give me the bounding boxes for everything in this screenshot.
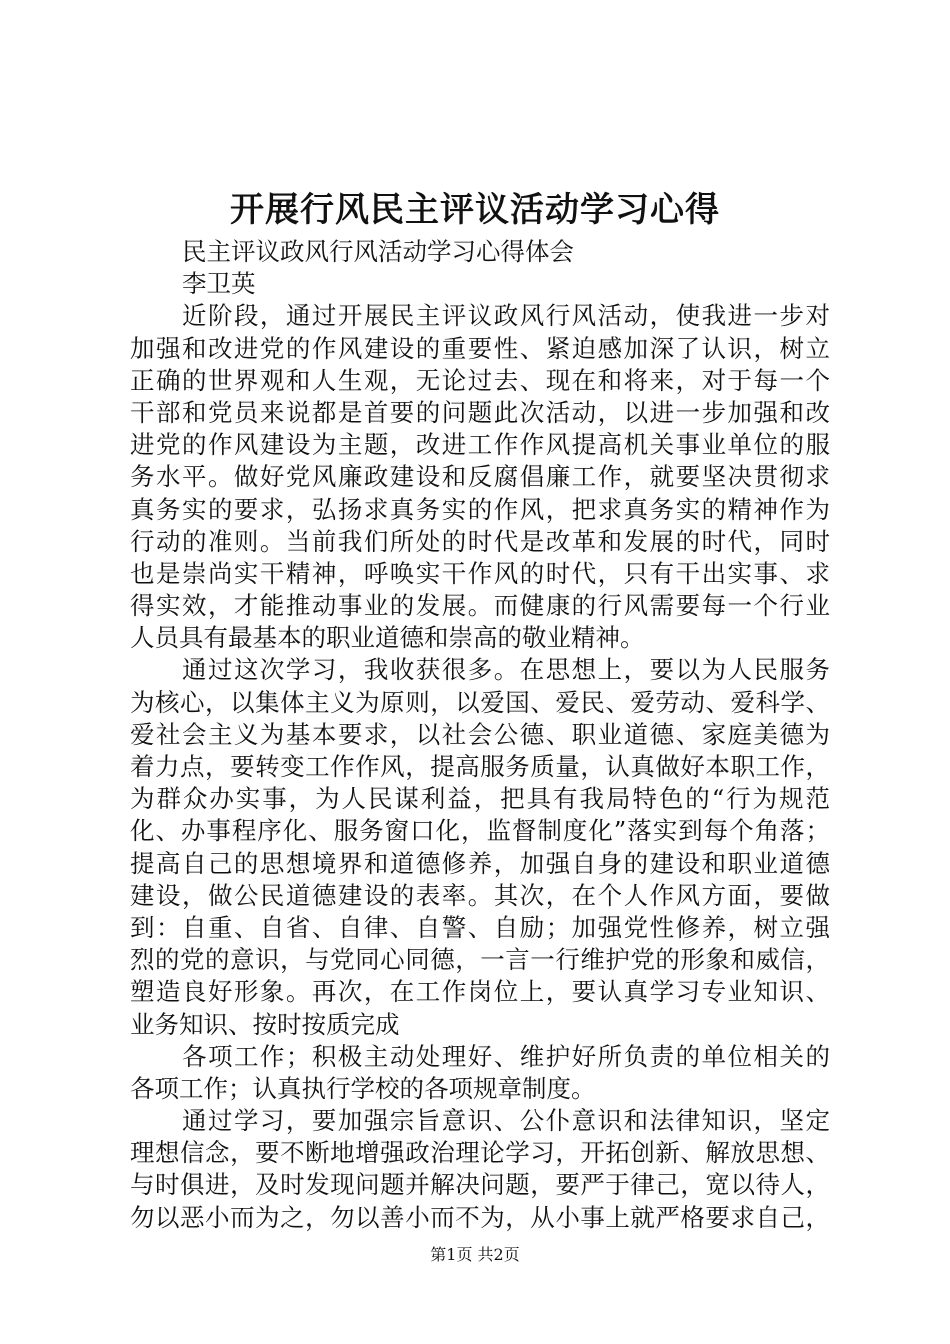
text-line: 李卫英	[182, 269, 256, 299]
text-line: 着力点，要转变工作作风，提高服务质量，认真做好本职工作，	[130, 752, 830, 781]
text-line: 人员具有最基本的职业道德和崇高的敬业精神。	[130, 623, 645, 653]
text-line: 提高自己的思想境界和道德修养，加强自身的建设和职业道德	[130, 848, 830, 878]
page-footer: 第1页 共2页	[430, 1245, 520, 1264]
text-line: 通过学习，要加强宗旨意识、公仆意识和法律知识，坚定	[182, 1106, 830, 1136]
document-body	[130, 236, 830, 1234]
text-line: 正确的世界观和人生观，无论过去、现在和将来，对于每一个	[130, 365, 830, 395]
text-line: 理想信念，要不断地增强政治理论学习，开拓创新、解放思想、	[130, 1138, 830, 1168]
text-line: 进党的作风建设为主题，改进工作作风提高机关事业单位的服	[130, 430, 830, 460]
document-title: 开展行风民主评议活动学习心得	[230, 190, 720, 230]
text-line: 真务实的要求，弘扬求真务实的作风，把求真务实的精神作为	[130, 494, 830, 524]
text-line: 行动的准则。当前我们所处的时代是改革和发展的时代，同时	[130, 526, 830, 556]
text-line: 务水平。做好党风廉政建设和反腐倡廉工作，就要坚决贯彻求	[130, 462, 830, 492]
text-line: 也是崇尚实干精神，呼唤实干作风的时代，只有干出实事、求	[130, 558, 830, 588]
text-line: 建设，做公民道德建设的表率。其次，在个人作风方面，要做	[130, 880, 830, 910]
text-line: 爱社会主义为基本要求，以社会公德、职业道德、家庭美德为	[130, 719, 830, 749]
text-line: 通过这次学习，我收获很多。在思想上，要以为人民服务	[182, 655, 830, 685]
text-line: 为核心，以集体主义为原则，以爱国、爱民、爱劳动、爱科学、	[130, 687, 830, 717]
text-line: 到：自重、自省、自律、自警、自励；加强党性修养，树立强	[130, 912, 830, 942]
text-line: 各项工作；积极主动处理好、维护好所负责的单位相关的	[182, 1041, 830, 1071]
text-line: 为群众办实事，为人民谋利益，把具有我局特色的“行为规范	[130, 784, 830, 814]
text-line: 烈的党的意识，与党同心同德，一言一行维护党的形象和威信，	[130, 945, 830, 975]
text-line: 与时俱进，及时发现问题并解决问题，要严于律己，宽以待人，	[130, 1170, 830, 1200]
text-line: 化、办事程序化、服务窗口化，监督制度化”落实到每个角落；	[130, 816, 830, 846]
text-line: 干部和党员来说都是首要的问题此次活动，以进一步加强和改	[130, 397, 830, 427]
text-line: 业务知识、按时按质完成	[130, 1009, 400, 1039]
text-line: 加强和改进党的作风建设的重要性、紧迫感加深了认识，树立	[130, 333, 830, 363]
text-line: 民主评议政风行风活动学习心得体会	[182, 237, 574, 266]
text-line: 勿以恶小而为之，勿以善小而不为，从小事上就严格要求自己，	[130, 1202, 830, 1232]
text-line: 得实效，才能推动事业的发展。而健康的行风需要每一个行业	[130, 591, 830, 621]
text-line: 塑造良好形象。再次，在工作岗位上，要认真学习专业知识、	[130, 977, 830, 1007]
text-line: 近阶段，通过开展民主评议政风行风活动，使我进一步对	[182, 301, 830, 331]
text-line: 各项工作；认真执行学校的各项规章制度。	[130, 1073, 596, 1103]
